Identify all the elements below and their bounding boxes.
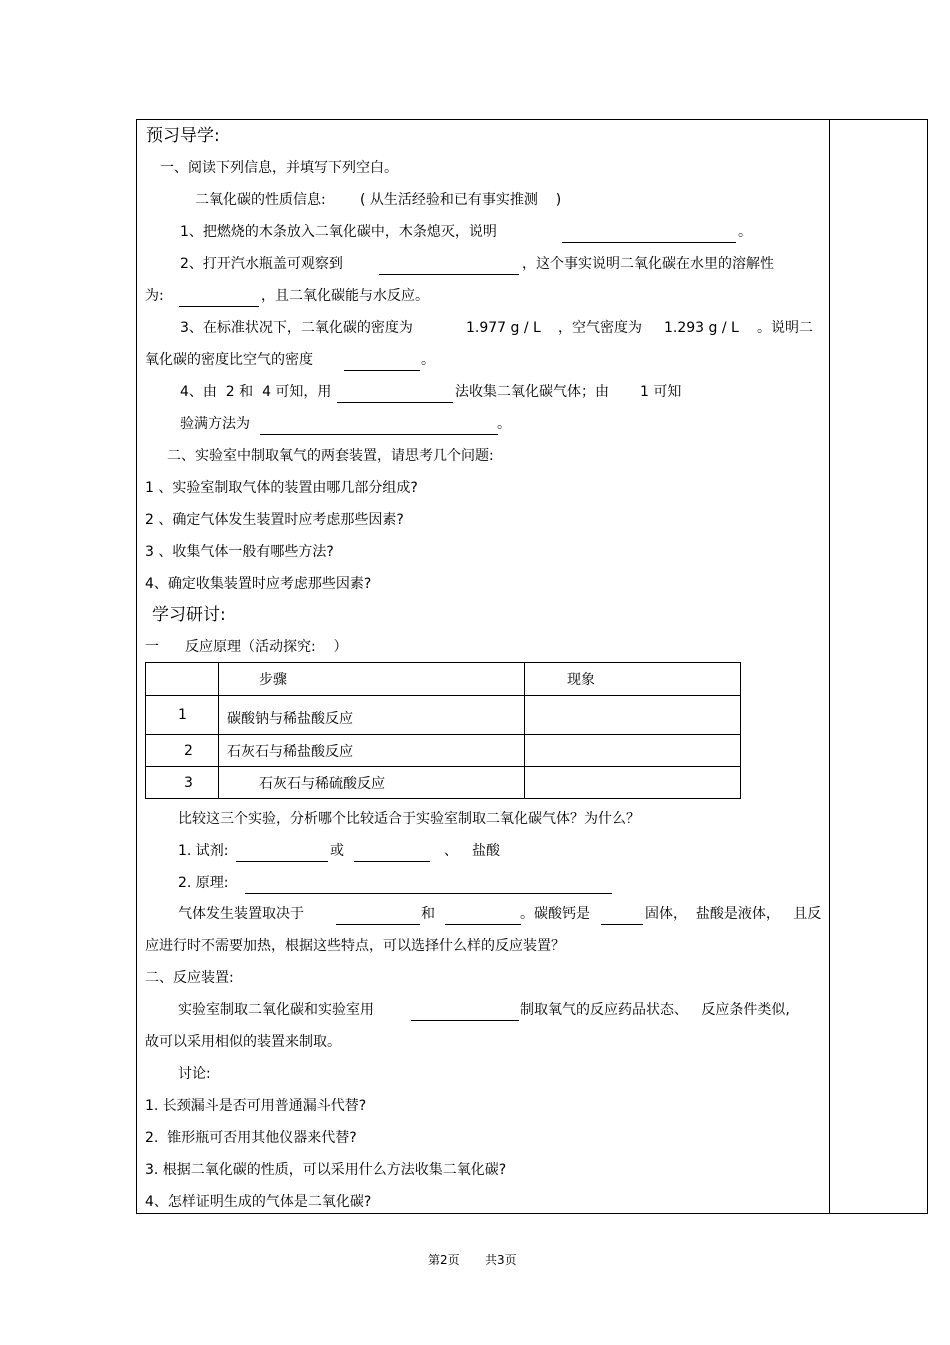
device-text-start: 实验室制取二氧化碳和实验室用 <box>178 1002 374 1018</box>
row-num: 2 <box>146 735 219 767</box>
row-step: 碳酸钠与稀盐酸反应 <box>219 696 525 735</box>
section-title-study: 学习研讨: <box>152 605 226 625</box>
row-phenomenon[interactable] <box>525 767 741 799</box>
reagent-label: 1. 试剂: <box>178 843 229 859</box>
q4-blank-check[interactable] <box>260 434 498 435</box>
gen-device-blank-2[interactable] <box>445 924 521 925</box>
footer-total: 共3页 <box>485 1253 517 1267</box>
co2-info-label: 二氧化碳的性质信息: <box>195 192 326 208</box>
q1-end: 。 <box>738 224 752 240</box>
section-title-preview: 预习导学: <box>146 126 220 146</box>
discuss-question-4: 4、怎样证明生成的气体是二氧化碳? <box>145 1194 372 1210</box>
device-text-mid: 制取氧气的反应药品状态、 反应条件类似, <box>520 1002 790 1018</box>
q2-blank-solubility[interactable] <box>179 306 259 307</box>
part2-question-2: 2 、确定气体发生装置时应考虑那些因素? <box>145 512 404 528</box>
q2-blank-observe[interactable] <box>379 274 519 275</box>
q3-air-density: 1.293 g / L <box>664 320 739 336</box>
table-header-step: 步骤 <box>219 663 525 696</box>
reagent-acid: 盐酸 <box>472 843 500 859</box>
q3-text: 3、在标准状况下，二氧化碳的密度为 <box>180 320 413 336</box>
q4-text: 4、由 2 和 4 可知，用 <box>180 384 332 400</box>
q2-line2-start: 为: <box>145 288 164 304</box>
reagent-sep: 、 <box>444 843 458 859</box>
q4-blank-method[interactable] <box>337 402 453 403</box>
row-phenomenon[interactable] <box>525 696 741 735</box>
gen-device-mid2: 固体， 盐酸是液体， 且反 <box>645 906 822 922</box>
part2-question-3: 3 、收集气体一般有哪些方法? <box>145 544 334 560</box>
part2-question-1: 1 、实验室制取气体的装置由哪几部分组成? <box>145 480 418 496</box>
gen-device-and: 和 <box>421 906 435 922</box>
table-header-num <box>146 663 219 696</box>
discuss-question-2: 2. 锥形瓶可否用其他仪器来代替? <box>145 1130 357 1146</box>
table-row <box>146 696 741 735</box>
q3-line2: 氧化碳的密度比空气的密度 <box>145 352 313 368</box>
q3-blank[interactable] <box>344 370 420 371</box>
reagent-blank-2[interactable] <box>354 861 430 862</box>
principle-label: 2. 原理: <box>178 875 229 891</box>
device-heading: 二、反应装置: <box>145 970 234 986</box>
row-num: 1 <box>146 696 219 735</box>
table-row <box>146 735 741 767</box>
part1-heading: 一、阅读下列信息，并填写下列空白。 <box>160 160 398 176</box>
part2-heading: 二、实验室中制取氧气的两套装置，请思考几个问题: <box>167 448 494 464</box>
gen-device-blank-1[interactable] <box>336 924 420 925</box>
q2-line2-end: ，且二氧化碳能与水反应。 <box>261 288 429 304</box>
co2-info-note: ( 从生活经验和已有事实推测 ) <box>360 192 562 208</box>
gen-device-text: 气体发生装置取决于 <box>178 906 304 922</box>
footer-page: 第2页 <box>428 1253 460 1267</box>
q3-mid: ，空气密度为 <box>558 320 642 336</box>
row-num: 3 <box>146 767 219 799</box>
compare-question: 比较这三个实验，分析哪个比较适合于实验室制取二氧化碳气体？为什么？ <box>178 811 640 827</box>
q4-line2: 验满方法为 <box>180 416 250 432</box>
column-divider <box>829 119 830 1214</box>
table-header-row <box>146 663 741 696</box>
discuss-label: 讨论: <box>178 1066 211 1082</box>
table-row <box>146 767 741 799</box>
q2-text: 2、打开汽水瓶盖可观察到 <box>180 256 343 272</box>
q1-text: 1、把燃烧的木条放入二氧化碳中，木条熄灭，说明 <box>180 224 497 240</box>
q1-blank[interactable] <box>562 242 736 243</box>
q3-line2-end: 。 <box>421 352 435 368</box>
reaction-heading-num: 一 <box>145 639 159 655</box>
experiment-table <box>145 662 741 799</box>
gen-device-blank-3[interactable] <box>601 924 643 925</box>
gen-device-mid: 。碳酸钙是 <box>520 906 590 922</box>
device-blank[interactable] <box>411 1020 519 1021</box>
row-step: 石灰石与稀盐酸反应 <box>219 735 525 767</box>
q4-num: 1 可知 <box>640 384 682 400</box>
table-header-phenomenon: 现象 <box>525 663 741 696</box>
reaction-heading-text: 反应原理（活动探究: ） <box>185 639 348 655</box>
reagent-blank-1[interactable] <box>236 861 328 862</box>
reagent-or: 或 <box>330 843 344 859</box>
q4-line2-end: 。 <box>497 416 511 432</box>
part2-question-4: 4、确定收集装置时应考虑那些因素? <box>145 576 372 592</box>
q3-end: 。说明二 <box>757 320 813 336</box>
gen-device-line2: 应进行时不需要加热，根据这些特点，可以选择什么样的反应装置？ <box>145 938 565 954</box>
row-phenomenon[interactable] <box>525 735 741 767</box>
q2-mid: ，这个事实说明二氧化碳在水里的溶解性 <box>522 256 774 272</box>
principle-blank[interactable] <box>245 893 612 894</box>
q4-mid: 法收集二氧化碳气体；由 <box>455 384 609 400</box>
discuss-question-1: 1. 长颈漏斗是否可用普通漏斗代替? <box>145 1098 367 1114</box>
q3-co2-density: 1.977 g / L <box>466 320 541 336</box>
discuss-question-3: 3. 根据二氧化碳的性质，可以采用什么方法收集二氧化碳? <box>145 1162 507 1178</box>
device-text-line2: 故可以采用相似的装置来制取。 <box>145 1034 341 1050</box>
row-step: 石灰石与稀硫酸反应 <box>219 767 525 799</box>
